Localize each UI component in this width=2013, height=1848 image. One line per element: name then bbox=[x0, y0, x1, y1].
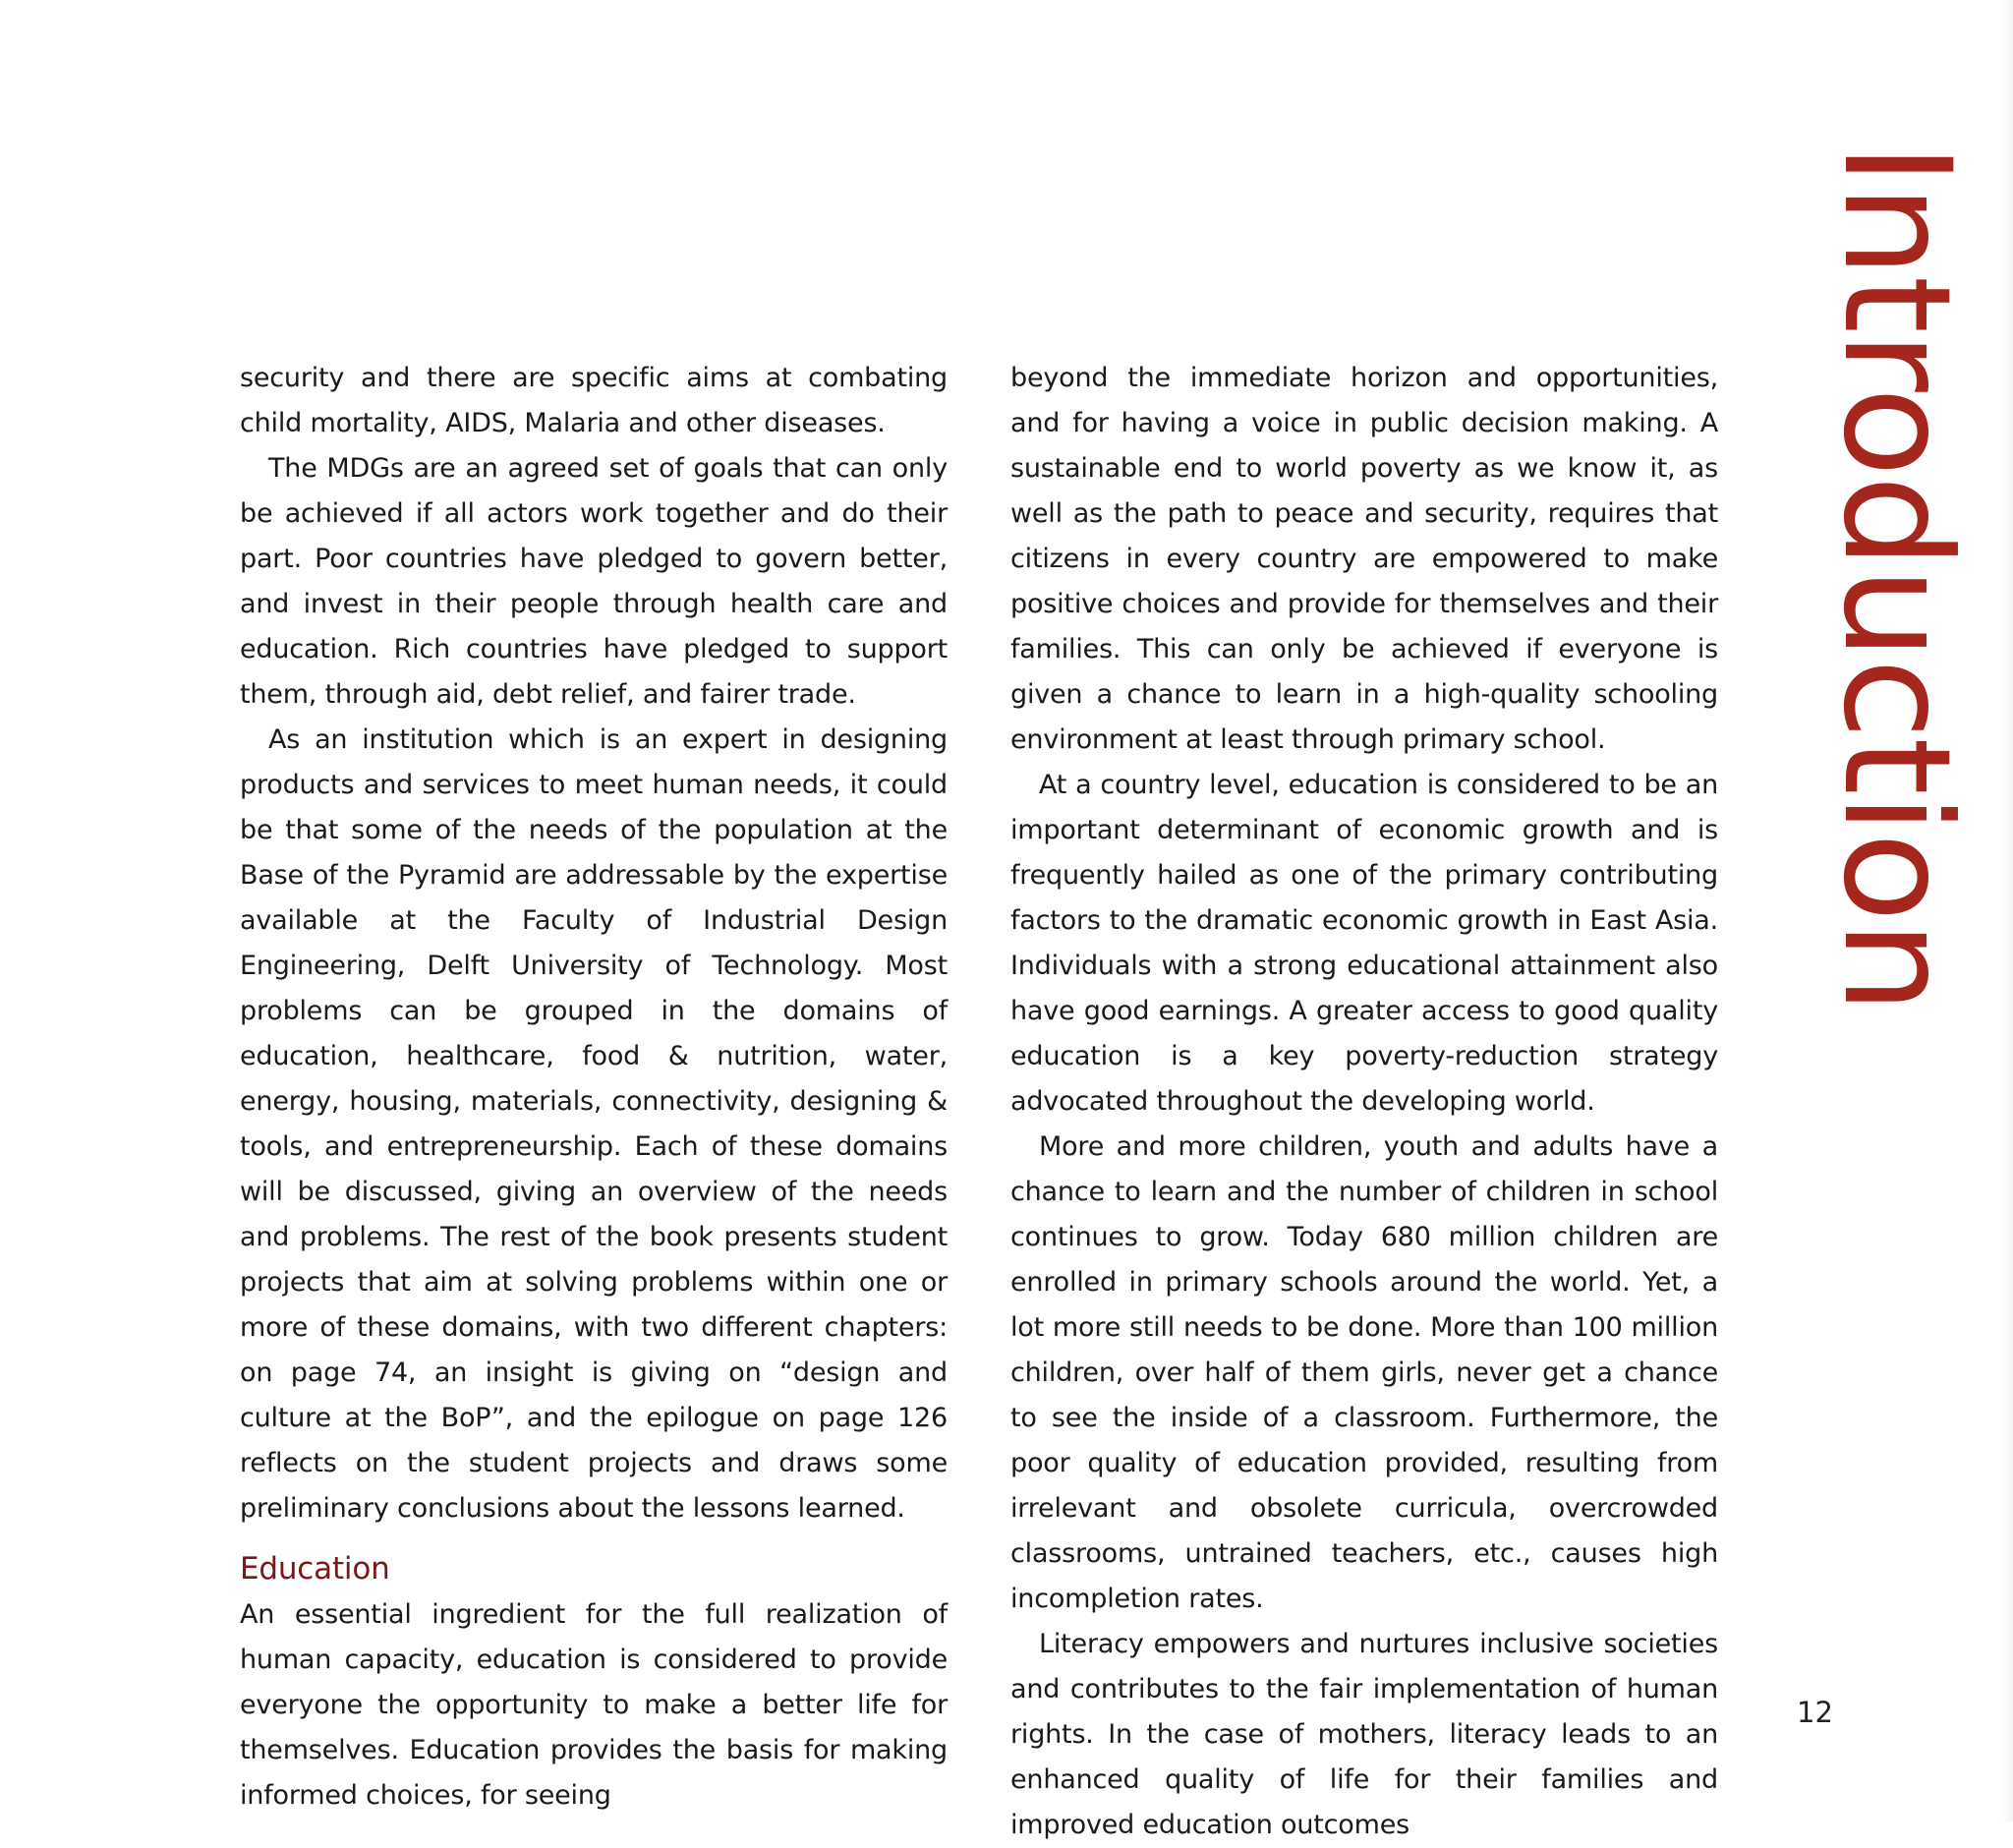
body-paragraph: security and there are specific aims at combating child mortality, AIDS, Malaria and other diseases. bbox=[240, 363, 948, 438]
body-paragraph: Literacy empowers and nurtures inclusive societies and contributes to the fair implementation of human rights. In the case of mothers, literacy leads to an enhanced quality of life for their families and improved education outcomes bbox=[1010, 1629, 1718, 1840]
body-paragraph: More and more children, youth and adults have a chance to learn and the number of children in school continues to grow. Today 680 million children are enrolled in primary schools around the world. Yet, a lot more still needs to be done. More than 100 million children, over half of them girls, never get a chance to see the inside of a classroom. Furthermore, the poor quality of education provided, resulting from irrelevant and obsolete curricula, overcrowded classrooms, untrained teachers, etc., causes high incompletion rates. bbox=[1010, 1131, 1718, 1614]
body-paragraph: At a country level, education is considered to be an important determinant of economic growth and is frequently hailed as one of the primary contributing factors to the dramatic economic growth in East Asia. Individuals with a strong educational attainment also have good earnings. A greater access to good quality education is a key poverty-reduction strategy advocated throughout the developing world. bbox=[1010, 770, 1718, 1117]
body-paragraph: The MDGs are an agreed set of goals that can only be achieved if all actors work together and do their part. Poor countries have pledged to govern better, and invest in their people through health care and education. Rich countries have pledged to support them, through aid, debt relief, and fairer trade. bbox=[240, 453, 948, 710]
body-paragraph: An essential ingredient for the full realization of human capacity, education is considered to provide everyone the opportunity to make a better life for themselves. Education provides the basis for making informed choices, for seeing bbox=[240, 1599, 948, 1811]
chapter-title-vertical: Introduction bbox=[1811, 143, 1982, 1012]
page-edge-shadow bbox=[2001, 0, 2013, 1821]
body-paragraph: beyond the immediate horizon and opportunities, and for having a voice in public decision making. A sustainable end to world poverty as we know it, as well as the path to peace and security, requires that citizens in every country are empowered to make positive choices and provide for themselves and their families. This can only be achieved if everyone is given a chance to learn in a high-quality schooling environment at least through primary school. bbox=[1010, 363, 1718, 755]
page-number: 12 bbox=[1797, 1696, 1833, 1729]
body-paragraph: As an institution which is an expert in designing products and services to meet human needs, it could be that some of the needs of the population at the Base of the Pyramid are addressable by the expertise available at the Faculty of Industrial Design Engineering, Delft University of Technology. Most problems can be grouped in the domains of education, healthcare, food & nutrition, water, energy, housing, materials, connectivity, designing & tools, and entrepreneurship. Each of these domains will be discussed, giving an overview of the needs and problems. The rest of the book presents student projects that aim at solving problems within one or more of these domains, with two different chapters: on page 74, an insight is giving on “design and culture at the BoP”, and the epilogue on page 126 reflects on the student projects and draws some preliminary conclusions about the lessons learned. bbox=[240, 724, 948, 1524]
left-text-column bbox=[240, 356, 948, 1819]
section-heading-education: Education bbox=[240, 1551, 390, 1587]
right-text-column bbox=[1010, 356, 1718, 1848]
